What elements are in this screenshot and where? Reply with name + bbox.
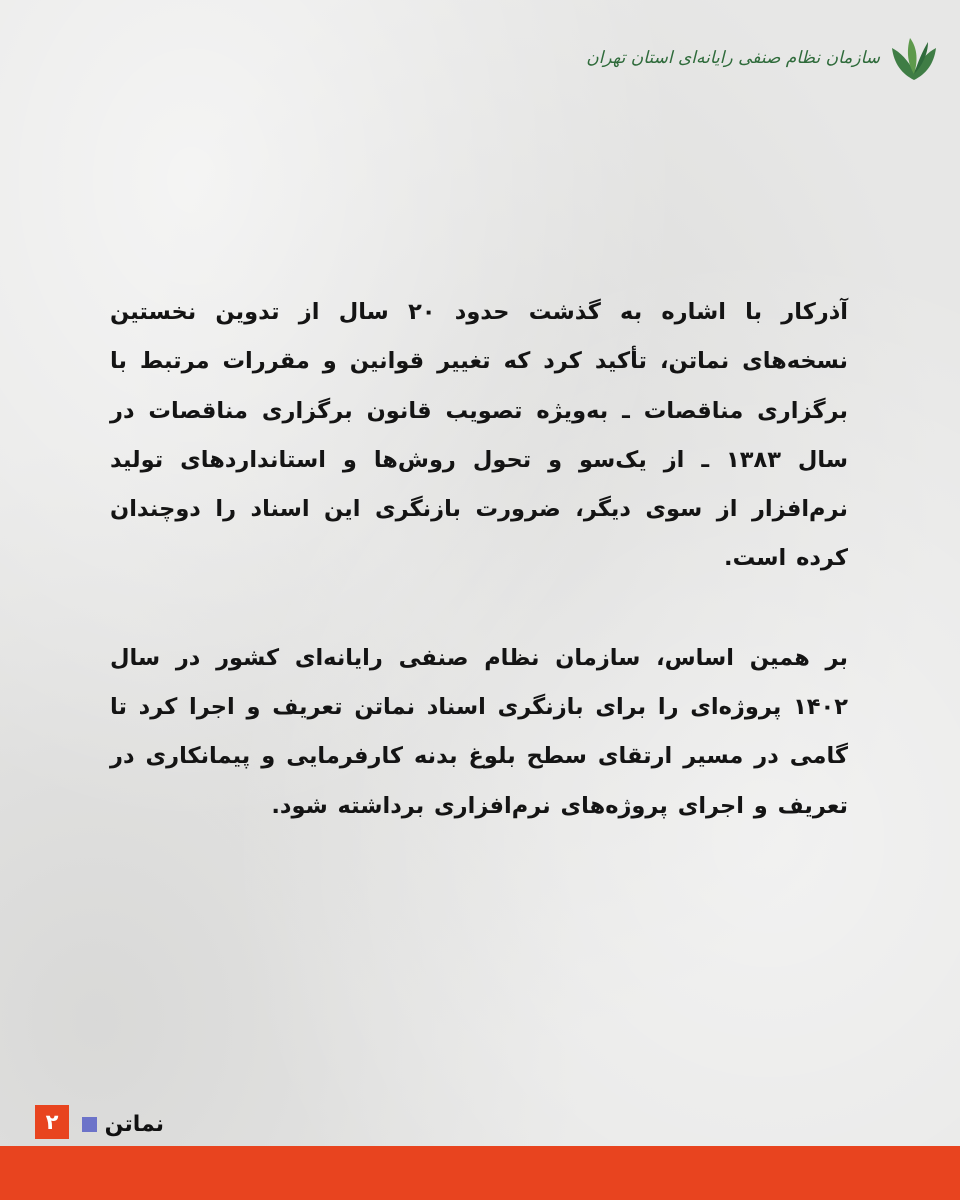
bottom-accent-bar (0, 1146, 960, 1200)
square-icon (82, 1117, 97, 1132)
page-number-badge: ۲ (35, 1105, 69, 1139)
series-label: نماتن (104, 1111, 164, 1137)
article-body (110, 288, 848, 831)
leaf-logo-icon (888, 34, 940, 82)
footer-brand (82, 1106, 164, 1142)
article-paragraph: بر همین اساس، سازمان نظام صنفی رایانه‌ای کشور در سال ۱۴۰۲ پروژه‌ای را برای بازنگری اسناد نماتن تعریف و اجرا کرد تا گامی در مسیر ارتقای سطح بلوغ بدنه کارفرمایی و پیمانکاری در تعریف و اجرای پروژه‌های نرم‌افزاری برداشته شود. (110, 644, 848, 819)
header-logo (586, 28, 940, 88)
organization-name: سازمان نظام صنفی رایانه‌ای استان تهران (586, 48, 880, 68)
article-paragraph: آذرکار با اشاره به گذشت حدود ۲۰ سال از تدوین نخستین نسخه‌های نماتن، تأکید کرد که تغییر قوانین و مقررات مرتبط با برگزاری مناقصات ـ به‌ویژه تصویب قانون برگزاری مناقصات در سال ۱۳۸۳ ـ از یک‌سو و تحول روش‌ها و استانداردهای تولید نرم‌افزار از سوی دیگر، ضرورت بازنگری این اسناد را دوچندان کرده است. (110, 299, 848, 572)
